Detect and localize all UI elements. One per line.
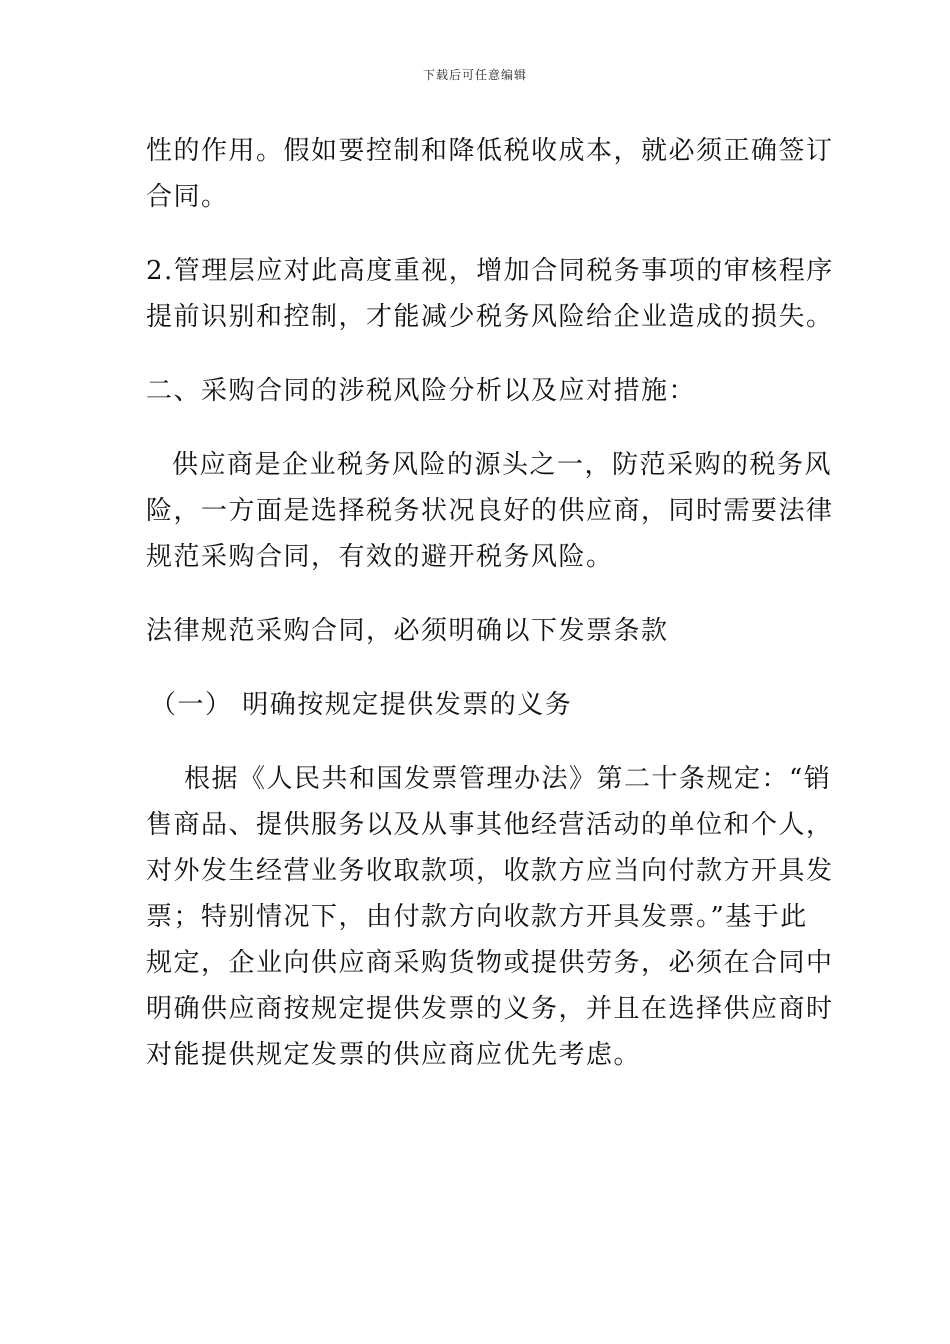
- text-line: 售商品、提供服务以及从事其他经营活动的单位和个人，: [146, 810, 834, 840]
- paragraph: [146, 608, 808, 654]
- text-line: 供应商是企业税务风险的源头之一，防范采购的税务风: [172, 450, 833, 480]
- text-line: 二、采购合同的涉税风险分析以及应对措施：: [146, 376, 697, 406]
- text-line: 2.管理层应对此高度重视，增加合同税务事项的审核程序: [146, 256, 834, 286]
- paragraph: [146, 442, 834, 580]
- section-heading: [146, 368, 808, 414]
- text-line: 险，一方面是选择税务状况良好的供应商，同时需要法律: [146, 496, 834, 526]
- paragraph: [146, 248, 834, 340]
- paragraph: [146, 756, 834, 1078]
- text-line: 根据《人民共和国发票管理办法》第二十条规定：“销: [184, 764, 832, 794]
- text-line: （一） 明确按规定提供发票的义务: [150, 690, 573, 720]
- text-line: 性的作用。假如要控制和降低税收成本，就必须正确签订: [146, 136, 834, 166]
- text-line: 明确供应商按规定提供发票的义务，并且在选择供应商时: [146, 994, 834, 1024]
- text-line: 提前识别和控制，才能减少税务风险给企业造成的损失。: [146, 302, 834, 332]
- subsection-heading: [146, 682, 808, 728]
- document-body: [146, 128, 834, 1078]
- text-line: 对能提供规定发票的供应商应优先考虑。: [146, 1040, 642, 1070]
- text-line: 规定，企业向供应商采购货物或提供劳务，必须在合同中: [146, 948, 834, 978]
- paragraph: [146, 128, 834, 220]
- text-line: 规范采购合同，有效的避开税务风险。: [146, 542, 614, 572]
- text-line: 对外发生经营业务收取款项，收款方应当向付款方开具发: [146, 856, 834, 886]
- text-line: 合同。: [146, 182, 229, 212]
- text-line: 票；特别情况下，由付款方向收款方开具发票。”基于此: [146, 902, 808, 932]
- text-line: 法律规范采购合同，必须明确以下发票条款: [146, 616, 669, 646]
- page-header: 下载后可任意编辑: [422, 68, 527, 82]
